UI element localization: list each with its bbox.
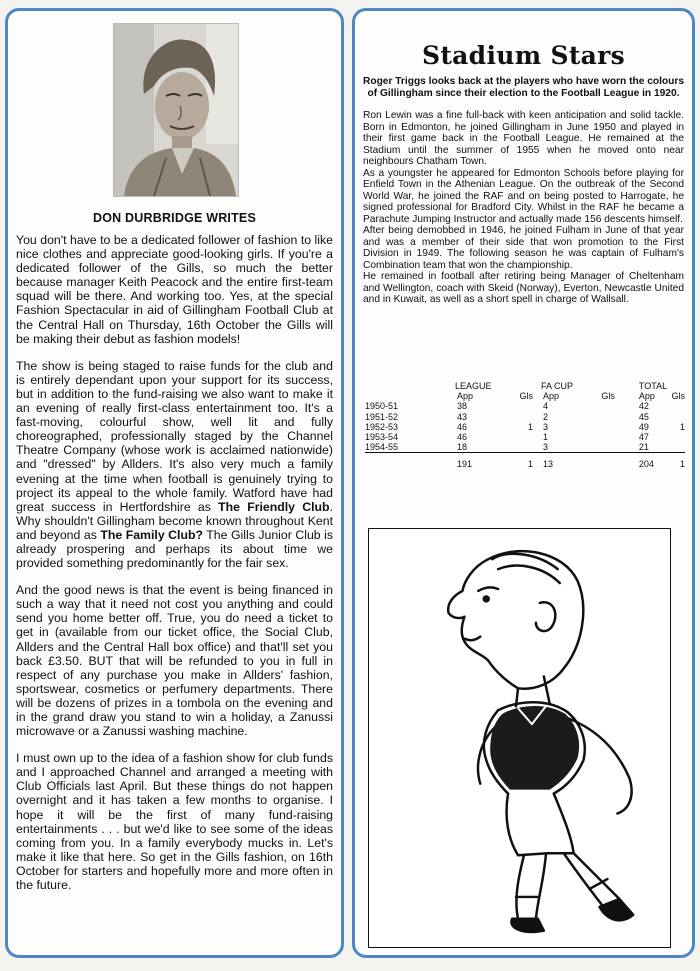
table-cell: 21: [638, 442, 649, 453]
season-cell: 1952-53: [365, 421, 399, 432]
table-cell: 1: [527, 421, 533, 432]
table-cell: [495, 401, 533, 411]
table-row: [365, 442, 685, 453]
table-cell: [495, 432, 533, 442]
table-cell: [577, 412, 615, 422]
article-paragraph: [16, 583, 333, 738]
table-cell: 13: [542, 459, 553, 470]
table-cell: 47: [638, 432, 649, 443]
table-cell: 42: [638, 401, 649, 412]
column-header: Gls: [671, 391, 685, 402]
table-cell: 191: [456, 459, 473, 470]
bio-paragraph: After being demobbed in 1946, he joined Fulham in June of that year and was a member of their side that won promotion to the First Division in 1949. The following season he was captain of Fulham's Combination team that won the championship.: [363, 225, 684, 271]
bold-phrase: The Family Club?: [100, 527, 203, 542]
season-cell: 1953-54: [365, 432, 399, 443]
season-cell: 1954-55: [365, 442, 399, 453]
text-run: You don't have to be a dedicated follower of fashion to like nice clothes and appreciate good-looking girls. If you're a dedicated follower of the Gills, so much the better because manager Keith Peacock and the entire first-team squad will be there. And working too. Yes, at the special Fashion Spectacular in aid of Gillingham Football Club at the Central Hall on Thursday, 16th October the Gills will be making their debut as fashion models!: [16, 233, 333, 346]
text-run: The show is being staged to raise funds for the club and is entirely dependant upon your support for its success, but in addition to the fund-raising we also want to make it an evening of really first-class entertainment too. It's a fast-moving, colourful show, well lit and fully choreographed, professionally staged by the Channel Theatre Company (whose work is acclaimed nationwide) and "dressed" by Allders. It's also very much a family evening at the time when football is genuinely trying to project its appeal to the whole family. Watford have had great success in Hertfordshire as: [16, 358, 333, 514]
right-column: [352, 8, 695, 958]
group-header: FA CUP: [540, 381, 573, 391]
table-cell: [577, 422, 615, 432]
article-paragraph: [16, 233, 333, 346]
table-cell: 204: [638, 459, 654, 470]
group-header: LEAGUE: [454, 381, 492, 391]
table-cell: 45: [638, 411, 649, 422]
column-header: Gls: [519, 391, 533, 402]
table-row: [365, 422, 685, 432]
text-run: . Why shouldn't Gillingham become known throughout Kent and beyond as: [16, 499, 333, 542]
text-run: I must own up to the idea of a fashion show for club funds and I approached Channel and arranged a meeting with Club Officials last April. But these things do not happen overnight and it has taken a few months to organise. I hope it will be the first of many fund-raising entertainments . . . but we'd like to see some of the ideas coming from you. In a family everybody mucks in. Let's make it like that here. So get in the Gills fashion, on 16th October for starters and hopefully more and more often in the future.: [16, 751, 333, 893]
article-paragraph: [16, 359, 333, 570]
column-header: Gls: [601, 391, 615, 402]
table-cell: 3: [542, 421, 548, 432]
table-row: [365, 401, 685, 411]
table-cell: 46: [456, 432, 467, 443]
table-cell: [577, 432, 615, 442]
portrait-photo-icon: [113, 23, 239, 197]
bio-paragraph: He remained in football after retiring being Manager of Cheltenham and Wellington, coach with Skeid (Norway), Everton, Newcastle United and in Kuwait, as well as a short spell in charge of Wallsall.: [363, 271, 684, 305]
table-cell: 43: [456, 411, 467, 422]
column-header: App: [638, 391, 655, 402]
table-cell: 46: [456, 421, 467, 432]
page-title: Stadium Stars: [421, 41, 626, 70]
table-cell: 1: [679, 459, 685, 470]
table-row: [365, 412, 685, 422]
text-run: The Gills Junior Club is already prospering and perhaps its about time we provided something predominantly for the fair sex.: [16, 527, 333, 571]
table-cell: 3: [542, 442, 548, 453]
table-cell: [577, 455, 615, 469]
left-column: [5, 8, 344, 958]
table-row: [365, 432, 685, 442]
table-cell: 38: [456, 401, 467, 412]
season-cell: 1951-52: [365, 411, 399, 422]
intro-text: Roger Triggs looks back at the players who have worn the colours of Gillingham since their election to the Football League in 1920.: [363, 76, 684, 99]
article-body: [16, 233, 333, 892]
table-cell: 4: [542, 401, 548, 412]
table-cell: [495, 412, 533, 422]
table-cell: [655, 432, 685, 442]
column-header: App: [542, 391, 559, 402]
article-heading: DON DURBRIDGE WRITES: [92, 211, 257, 225]
table-cell: [655, 412, 685, 422]
table-cell: 1: [679, 421, 685, 432]
bio-paragraph: Ron Lewin was a fine full-back with keen anticipation and solid tackle. Born in Edmonton, he joined Gillingham in June 1950 and played in their first game back in the Football League. He remained at the Stadium until the summer of 1955 when he moved onto near neighbours Chatham Town.: [363, 110, 684, 167]
bold-phrase: The Friendly Club: [218, 499, 330, 514]
table-cell: [495, 442, 533, 453]
player-biography: [363, 110, 684, 306]
caricature-drawing-icon: [368, 528, 671, 948]
table-cell: 1: [542, 432, 548, 443]
totals-row: [365, 455, 685, 469]
table-cell: [655, 442, 685, 453]
text-run: And the good news is that the event is being financed in such a way that it need not cost you anything and could send you home better off. True, you do need a ticket to get in (available from our ticket office, the Social Club, Allders and the Central Hall box office) and that'll set you back £3.50. BUT that will be refunded to you in full in respect of any purchase you make in Allders' fashion, sportswear, cosmetics or perfumery departments. There will be dozens of prizes in a tombola on the evening and in the grand draw you stand to win a holiday, a Zanussi microwave or a Zanussi washing machine.: [16, 583, 333, 739]
table-cell: 18: [456, 442, 467, 453]
table-cell: 1: [527, 459, 533, 470]
table-cell: [577, 442, 615, 453]
season-cell: 1950-51: [365, 401, 399, 412]
table-cell: [655, 401, 685, 411]
table-cell: [577, 401, 615, 411]
table-cell: 49: [638, 421, 649, 432]
bio-paragraph: As a youngster he appeared for Edmonton Schools before playing for Enfield Town in the Athenian League. On the outbreak of the Second World War, he joined the RAF and on being posted to Harrogate, he signed professional for Bradford City. Whilst in the RAF he became a Parachute Jumping Instructor and actually made 156 descents himself.: [363, 167, 684, 225]
table-cell: 2: [542, 411, 548, 422]
group-header: TOTAL: [638, 381, 668, 391]
article-paragraph: [16, 751, 333, 892]
column-header: App: [456, 391, 473, 402]
career-stats-table: [365, 381, 685, 470]
